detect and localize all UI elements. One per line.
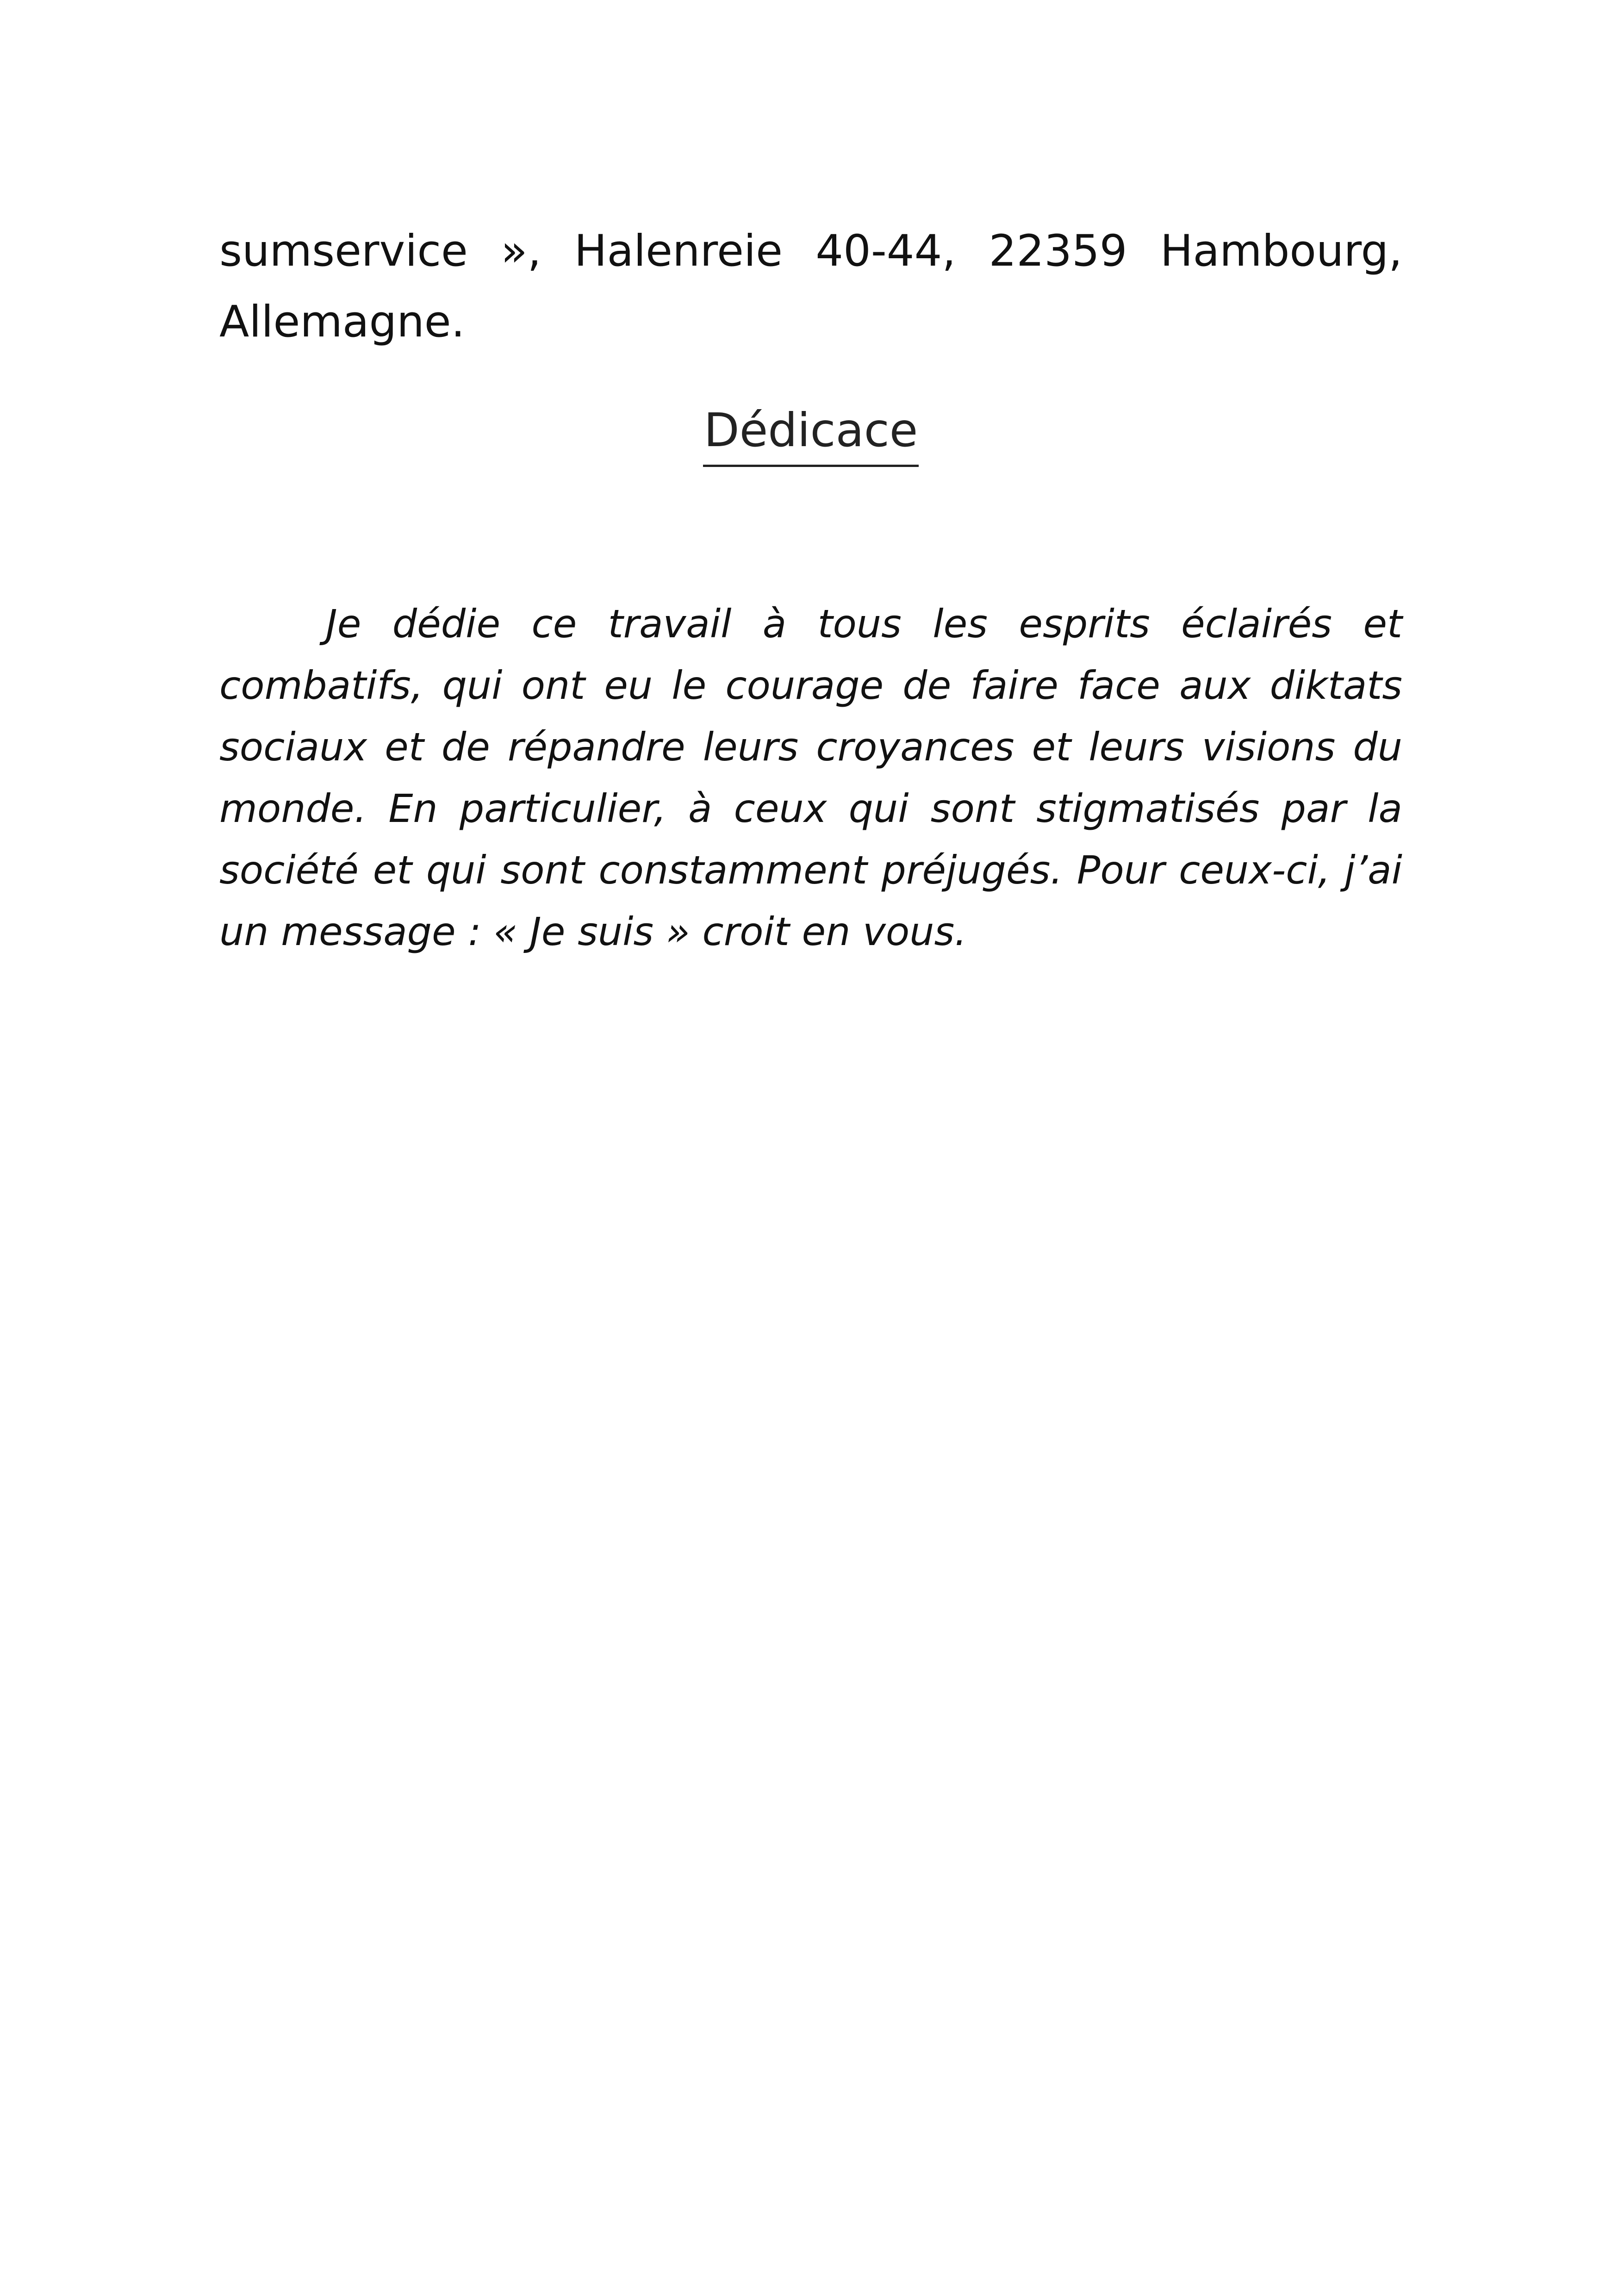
section-title: Dédicace	[703, 398, 919, 467]
section-title-container	[219, 398, 1402, 467]
address-continuation-paragraph: sumservice », Halenreie 40-44, 22359 Hambourg, Allemagne.	[219, 226, 1402, 347]
dedication-paragraph: Je dédie ce travail à tous les esprits éclairés et combatifs, qui ont eu le courage de faire face aux diktats sociaux et de répandre leurs croyances et leurs visions du monde. En particulier, à ceux qui sont stigmatisés par la société et qui sont constamment préjugés. Pour ceux-ci, j’ai un message : « Je suis » croit en vous.	[219, 601, 1402, 954]
